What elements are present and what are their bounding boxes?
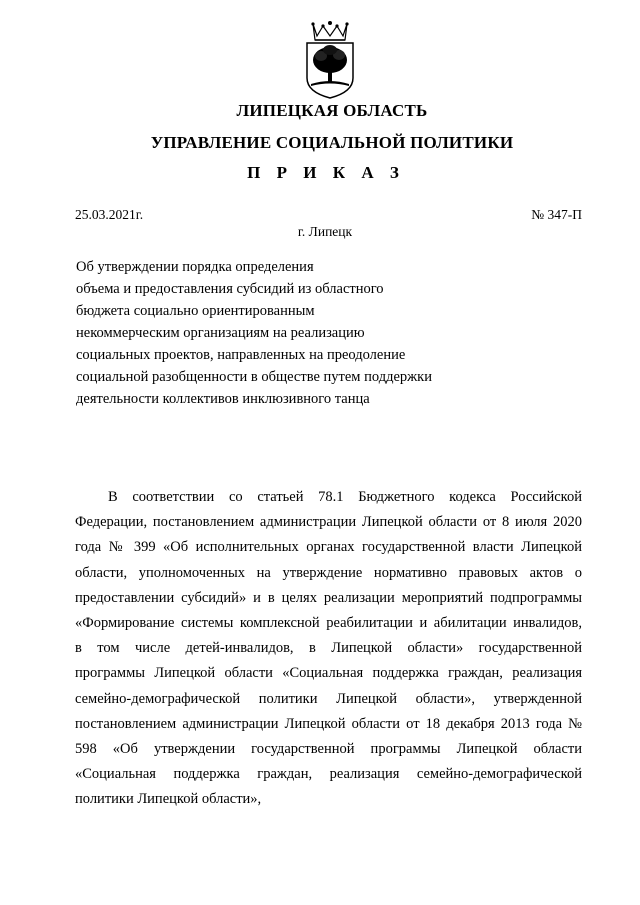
body-line: программы Липецкой области «Социальная поддержка граждан, реализация	[75, 665, 582, 682]
body-line: «Формирование системы комплексной реабилитации и абилитации инвалидов,	[75, 614, 582, 631]
body-line: в том числе детей-инвалидов, в Липецкой области» государственной	[75, 640, 582, 657]
order-subject	[76, 256, 496, 410]
department-title: УПРАВЛЕНИЕ СОЦИАЛЬНОЙ ПОЛИТИКИ	[150, 133, 514, 152]
body-line: Федерации, постановлением администрации Липецкой области от 8 июля 2020	[75, 514, 582, 531]
body-line: семейно-демографической политики Липецкой области», утвержденной	[75, 690, 582, 707]
body-line: постановлением администрации Липецкой области от 18 декабря 2013 года №	[75, 715, 582, 732]
body-line: «Социальная поддержка граждан, реализация семейно-демографической	[75, 766, 582, 783]
lipetsk-coat-of-arms-icon	[299, 20, 361, 100]
region-title: ЛИПЕЦКАЯ ОБЛАСТЬ	[236, 101, 428, 120]
document-type-title: П Р И К А З	[247, 163, 405, 182]
order-number: № 347-П	[531, 207, 582, 222]
subject-line: бюджета социально ориентированным	[76, 303, 315, 319]
subject-line: некоммерческим организациям на реализацию	[76, 325, 365, 341]
body-line: политики Липецкой области»,	[75, 791, 262, 808]
order-date: 25.03.2021г.	[75, 207, 144, 222]
body-line: В соответствии со статьей 78.1 Бюджетного кодекса Российской	[108, 489, 582, 505]
body-line: 598 «Об утверждении государственной программы Липецкой области	[75, 740, 582, 757]
subject-line: Об утверждении порядка определения	[76, 259, 314, 275]
subject-line: социальных проектов, направленных на преодоление	[76, 347, 406, 363]
body-line: предоставлении субсидий» и в целях реализации мероприятий подпрограммы	[75, 589, 582, 606]
body-line: области, уполномоченных на утверждение нормативно правовых актов о	[75, 564, 582, 581]
subject-line: объема и предоставления субсидий из областного	[76, 281, 384, 297]
order-city: г. Липецк	[297, 224, 353, 239]
order-body-paragraph	[75, 485, 582, 812]
subject-line: деятельности коллективов инклюзивного танца	[76, 391, 370, 407]
subject-line: социальной разобщенности в обществе путем поддержки	[76, 369, 432, 385]
body-line: года № 399 «Об исполнительных органах государственной власти Липецкой	[75, 539, 582, 556]
